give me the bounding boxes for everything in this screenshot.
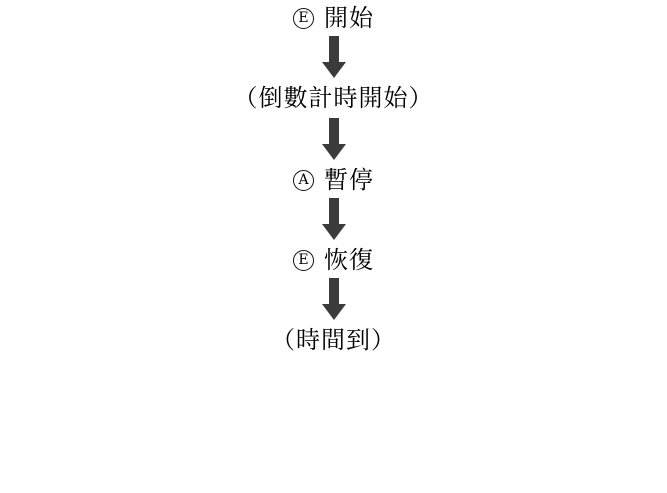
flow-node-label: 恢復 (324, 246, 374, 274)
button-badge-e-icon: E (293, 8, 314, 29)
button-badge-e-icon: E (293, 250, 314, 271)
arrow-down-icon (320, 36, 348, 80)
flow-node-label: 開始 (324, 4, 374, 32)
flow-node-resume (293, 248, 374, 272)
arrow-down-icon (320, 118, 348, 162)
arrow-down-icon (320, 278, 348, 322)
flow-node-time-up (271, 328, 396, 352)
button-badge-a-icon: A (293, 170, 314, 191)
arrow-down-icon (320, 198, 348, 242)
flow-node-label: （倒數計時開始） (233, 84, 434, 112)
flow-node-label: （時間到） (271, 326, 396, 354)
flow-node-countdown-start (234, 86, 434, 110)
flow-node-start (293, 6, 374, 30)
flow-node-pause (293, 168, 374, 192)
flow-node-label: 暫停 (324, 166, 374, 194)
